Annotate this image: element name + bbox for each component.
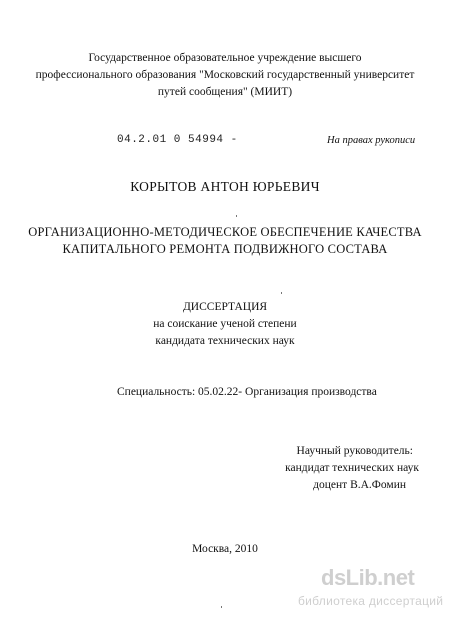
- author-name: КОРЫТОВ АНТОН ЮРЬЕВИЧ: [130, 179, 320, 194]
- degree-type: кандидата технических наук: [155, 335, 295, 347]
- city-year: Москва, 2010: [192, 543, 258, 555]
- institution-line-3: путей сообщения" (МИИТ): [157, 86, 293, 98]
- watermark-logo: dsLib.net: [321, 565, 415, 590]
- dissertation-block: [0, 299, 450, 350]
- supervisor-degree: кандидат технических наук: [285, 462, 419, 474]
- institution-line-2: профессионального образования "Московский государственный университет: [35, 69, 415, 81]
- title-line-1: ОРГАНИЗАЦИОННО-МЕТОДИЧЕСКОЕ ОБЕСПЕЧЕНИЕ КАЧЕСТВА: [28, 225, 422, 239]
- catalog-code-stamp: 04.2.01 0 54994 -: [117, 134, 238, 146]
- title-line-2: КАПИТАЛЬНОГО РЕМОНТА ПОДВИЖНОГО СОСТАВА: [62, 242, 388, 256]
- institution-line-1: Государственное образовательное учреждение высшего: [88, 52, 362, 64]
- dissertation-title: [0, 224, 450, 258]
- scan-speck: [221, 606, 222, 608]
- dissertation-heading: ДИССЕРТАЦИЯ: [182, 301, 268, 313]
- institution-header: [0, 50, 450, 101]
- degree-purpose: на соискание ученой степени: [153, 318, 297, 330]
- supervisor-block: [280, 443, 430, 494]
- supervisor-label: Научный руководитель:: [296, 445, 413, 457]
- scan-speck: [236, 215, 237, 217]
- supervisor-name: доцент В.А.Фомин: [313, 479, 406, 491]
- manuscript-note: На правах рукописи: [327, 135, 416, 146]
- watermark-subtitle: библиотека диссертаций: [298, 594, 444, 608]
- specialty-line: Специальность: 05.02.22- Организация производства: [117, 386, 377, 398]
- scan-speck: [281, 292, 282, 294]
